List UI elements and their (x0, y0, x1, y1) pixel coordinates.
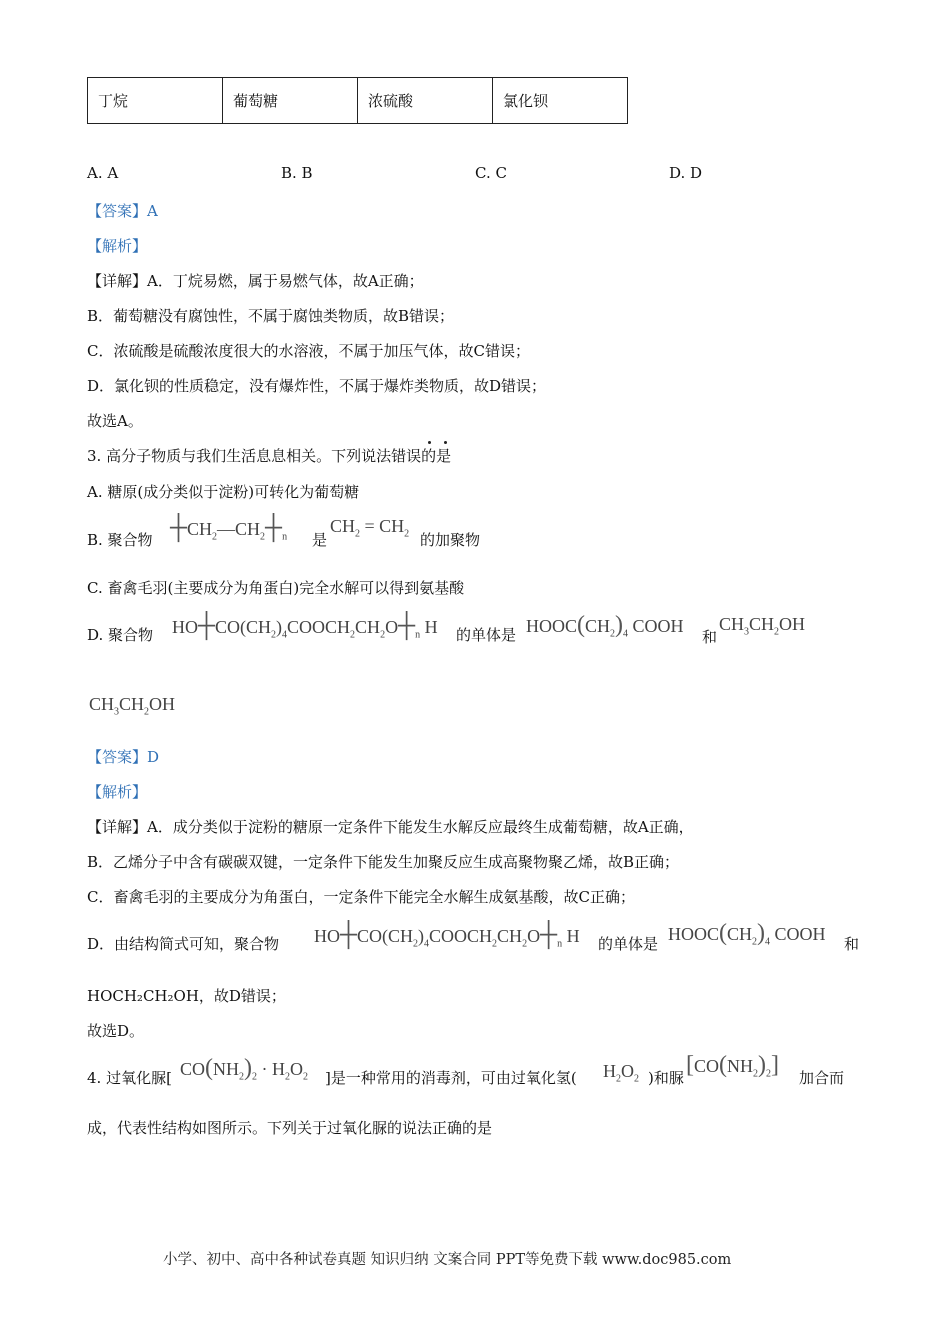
q3-detail-d-and: 和 (844, 935, 860, 953)
q3-option-d-prefix: D. 聚合物 (87, 626, 154, 644)
q3-option-a: A. 糖原(成分类似于淀粉)可转化为葡萄糖 (87, 483, 360, 501)
q3-option-d-mid: 的单体是 (456, 626, 517, 644)
adipic-acid-formula: $HOOC(CH_2)_4$ COOH (526, 612, 684, 640)
q2-analysis-heading: 【解析】 (87, 237, 148, 255)
option-d: D. D (669, 164, 703, 182)
page-footer: 小学、初中、高中各种试卷真题 知识归纳 文案合同 PPT等免费下载 www.doc985.com (163, 1252, 732, 1268)
q4-stem-prefix: 4. 过氧化脲[ (87, 1069, 172, 1087)
q4-stem-mid2: )和脲 (648, 1069, 684, 1087)
q2-detail-d: D．氯化钡的性质稳定，没有爆炸性，不属于爆炸类物质，故D错误； (87, 377, 547, 395)
q3-detail-d-mid: 的单体是 (598, 935, 659, 953)
table-cell: 葡萄糖 (223, 78, 358, 124)
q3-option-b-suffix: 的加聚物 (420, 531, 481, 549)
hydrogen-peroxide-formula: $H_2O_2$ (603, 1061, 639, 1085)
q3-option-d-and: 和 (702, 628, 718, 646)
urea-formula: $[CO(NH_2)_2]$ (686, 1052, 780, 1080)
option-b: B. B (281, 164, 313, 182)
q4-stem-line2: 成，代表性结构如图所示。下列关于过氧化脲的说法正确的是 (87, 1119, 493, 1137)
table-cell: 氯化钡 (493, 78, 628, 124)
q3-detail-c: C．畜禽毛羽的主要成分为角蛋白，一定条件下能完全水解生成氨基酸，故C正确； (87, 888, 635, 906)
q3-analysis-heading: 【解析】 (87, 783, 148, 801)
urea-peroxide-formula: $CO(NH_2)_2 \cdot H_2O_2$ (180, 1055, 309, 1083)
ethanol-formula: $CH_3CH_2OH$ (89, 694, 176, 718)
emphasis-dot (428, 441, 431, 444)
q4-stem-suffix: 加合而 (799, 1069, 845, 1087)
q3-detail-d-prefix: D．由结构简式可知，聚合物 (87, 935, 280, 953)
polyester-formula: $HO┼CO(CH_2)_4COOCH_2CH_2O┼_n$ H (172, 613, 438, 641)
ethanol-formula: $CH_3CH_2OH$ (719, 614, 806, 638)
q3-stem: 3. 高分子物质与我们生活息息相关。下列说法错误的是 (87, 447, 452, 465)
polyester-formula: $HO┼CO(CH_2)_4COOCH_2CH_2O┼_n$ H (314, 922, 580, 950)
q2-detail-c: C．浓硫酸是硫酸浓度很大的水溶液，不属于加压气体，故C错误； (87, 342, 530, 360)
q4-stem-mid1: ]是一种常用的消毒剂，可由过氧化氢( (325, 1069, 577, 1087)
polyethylene-formula: $┼CH_2—CH_2┼_n$ (170, 515, 288, 543)
q3-detail-a: 【详解】A．成分类似于淀粉的糖原一定条件下能发生水解反应最终生成葡萄糖，故A正确， (87, 818, 694, 836)
q3-option-b-mid: 是 (312, 531, 328, 549)
substance-table (87, 77, 628, 124)
table-cell: 浓硫酸 (358, 78, 493, 124)
q3-option-c: C. 畜禽毛羽(主要成分为角蛋白)完全水解可以得到氨基酸 (87, 579, 465, 597)
adipic-acid-formula: $HOOC(CH_2)_4$ COOH (668, 920, 826, 948)
option-a: A. A (87, 164, 119, 182)
table-cell: 丁烷 (88, 78, 223, 124)
q3-detail-b: B．乙烯分子中含有碳碳双键，一定条件下能发生加聚反应生成高聚物聚乙烯，故B正确； (87, 853, 680, 871)
ethylene-formula: $CH_2 = CH_2$ (330, 516, 410, 540)
q2-detail-a: 【详解】A．丁烷易燃，属于易燃气体，故A正确； (87, 272, 424, 290)
option-c: C. C (475, 164, 507, 182)
q3-option-b-prefix: B. 聚合物 (87, 531, 153, 549)
q2-detail-b: B．葡萄糖没有腐蚀性，不属于腐蚀类物质，故B错误； (87, 307, 455, 325)
q2-conclusion: 故选A。 (87, 412, 143, 430)
q3-detail-d-line2: HOCH₂CH₂OH，故D错误； (87, 987, 286, 1005)
q3-conclusion: 故选D。 (87, 1022, 145, 1040)
emphasis-dot (444, 441, 447, 444)
q3-answer: 【答案】D (87, 748, 160, 766)
q2-answer: 【答案】A (87, 202, 158, 220)
